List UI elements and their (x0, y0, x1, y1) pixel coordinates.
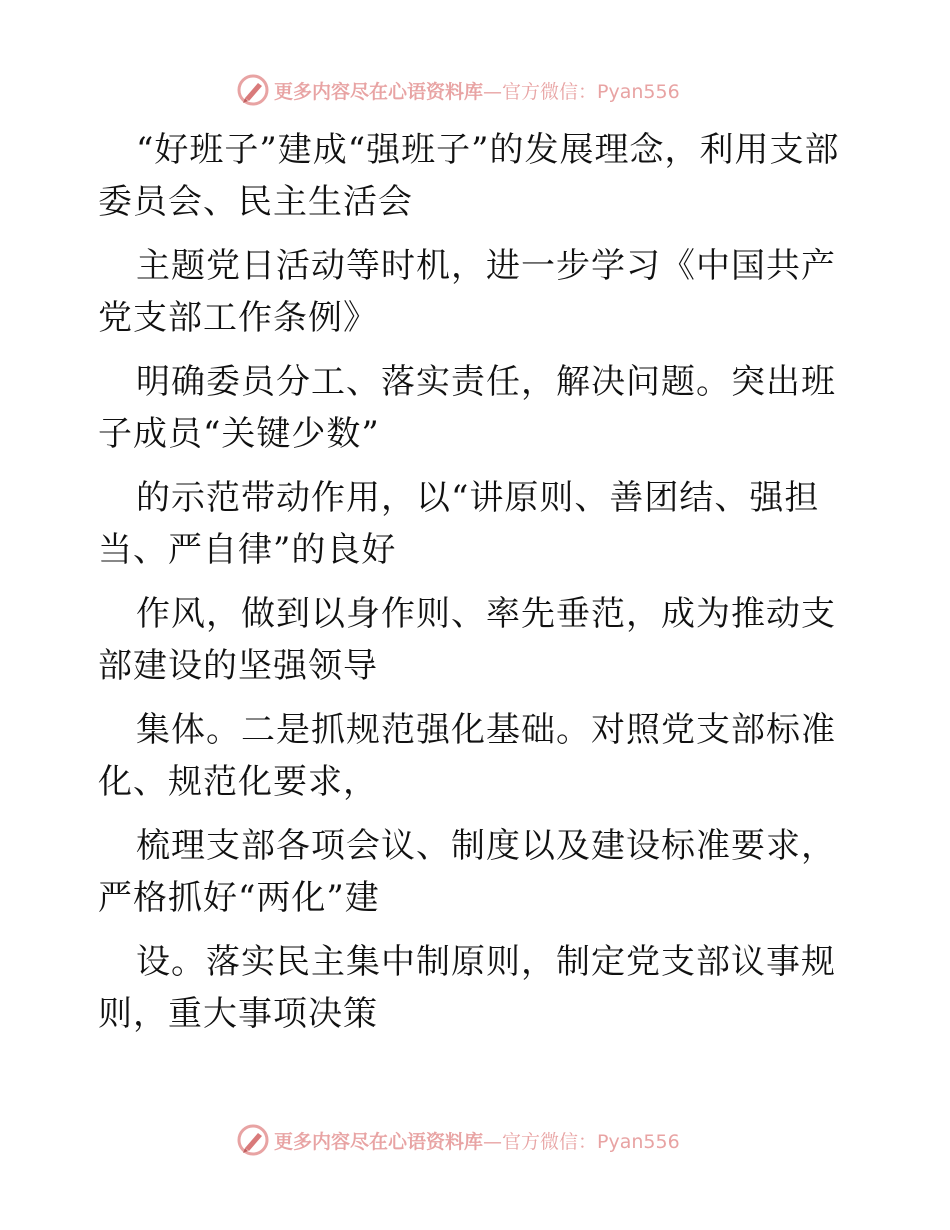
paragraph: 设。落实民主集中制原则，制定党支部议事规则，重大事项决策 (98, 942, 836, 1034)
watermark-text: 更多内容尽在心语资料库 (274, 80, 484, 103)
watermark-text: 更多内容尽在心语资料库 (274, 1130, 484, 1153)
watermark-header (236, 72, 680, 108)
watermark-contact: —官方微信：Pyan556 (483, 80, 680, 103)
document-body (98, 124, 858, 1040)
paragraph: 作风，做到以身作则、率先垂范，成为推动支部建设的坚强领导 (98, 594, 836, 686)
paragraph: 的示范带动作用，以“讲原则、善团结、强担当、严自律”的良好 (98, 478, 820, 570)
paragraph: “好班子”建成“强班子”的发展理念，利用支部委员会、民主生活会 (98, 130, 840, 222)
paragraph: 集体。二是抓规范强化基础。对照党支部标准化、规范化要求， (98, 710, 836, 802)
pen-logo-icon (236, 73, 270, 107)
paragraph: 明确委员分工、落实责任，解决问题。突出班子成员“关键少数” (98, 362, 836, 454)
paragraph: 主题党日活动等时机，进一步学习《中国共产党支部工作条例》 (98, 246, 836, 338)
watermark-footer (236, 1122, 680, 1158)
paragraph: 梳理支部各项会议、制度以及建设标准要求，严格抓好“两化”建 (98, 826, 836, 918)
pen-logo-icon (236, 1123, 270, 1157)
watermark-contact: —官方微信：Pyan556 (483, 1130, 680, 1153)
